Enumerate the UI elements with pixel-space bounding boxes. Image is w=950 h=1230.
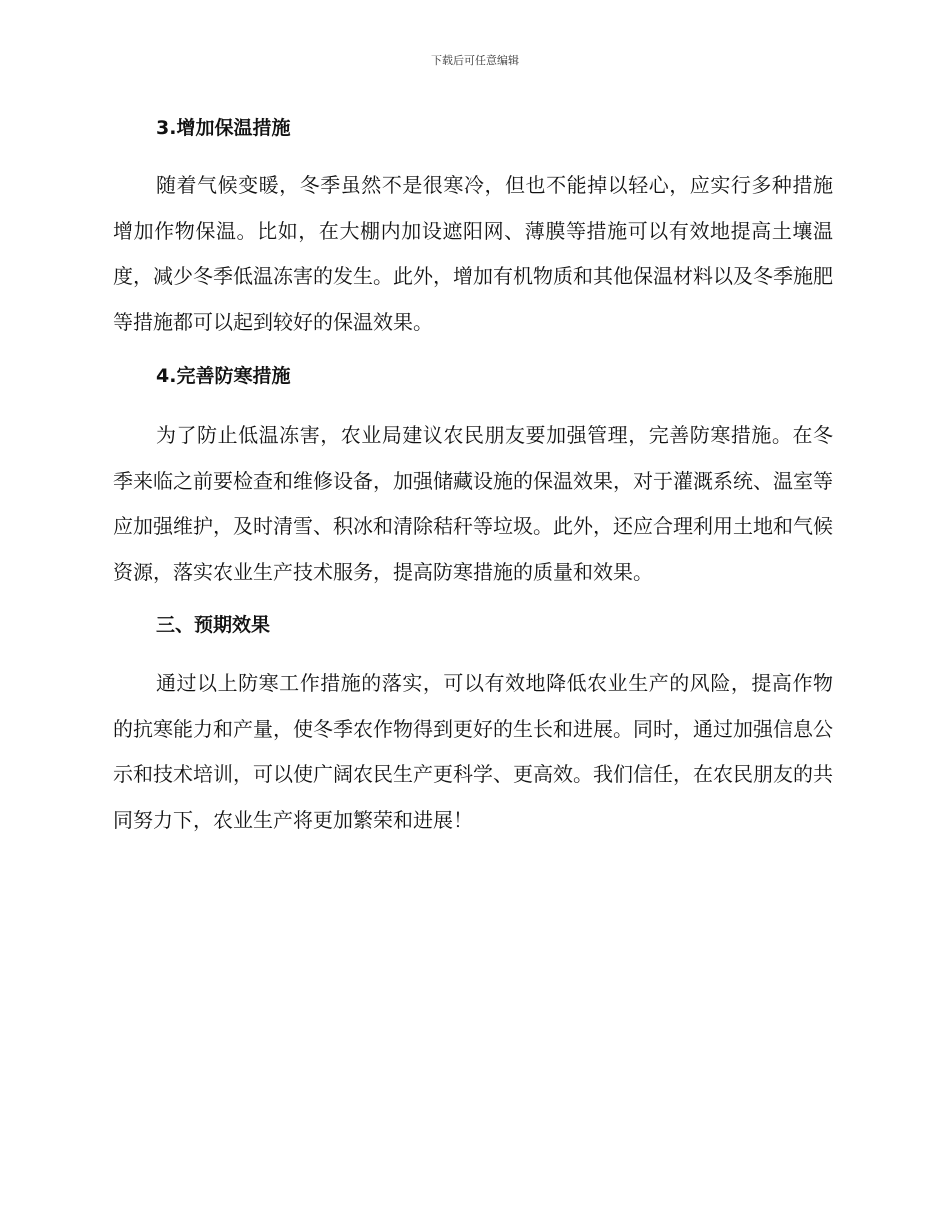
page-header: 下载后可任意编辑 xyxy=(431,54,519,67)
section-paragraph-insulation: 随着气候变暖，冬季虽然不是很寒冷，但也不能掉以轻心，应实行多种措施增加作物保温。比如，在大棚内加设遮阳网、薄膜等措施可以有效地提高土壤温度，减少冬季低温冻害的发生。此外，增加有机物质和其他保温材料以及冬季施肥等措施都可以起到较好的保温效果。 xyxy=(113,173,833,334)
section-heading-expected-results: 三、预期效果 xyxy=(156,614,271,636)
section-heading-cold-protection: 4.完善防寒措施 xyxy=(156,365,291,387)
document-body xyxy=(113,110,833,843)
section-heading-insulation: 3.增加保温措施 xyxy=(156,117,291,139)
section-paragraph-cold-protection: 为了防止低温冻害，农业局建议农民朋友要加强管理，完善防寒措施。在冬季来临之前要检查和维修设备，加强储藏设施的保温效果，对于灌溉系统、温室等应加强维护，及时清雪、积冰和清除秸秆等垃圾。此外，还应合理利用土地和气候资源，落实农业生产技术服务，提高防寒措施的质量和效果。 xyxy=(113,423,833,584)
section-paragraph-expected-results: 通过以上防寒工作措施的落实，可以有效地降低农业生产的风险，提高作物的抗寒能力和产量，使冬季农作物得到更好的生长和进展。同时，通过加强信息公示和技术培训，可以使广阔农民生产更科学、更高效。我们信任，在农民朋友的共同努力下，农业生产将更加繁荣和进展！ xyxy=(113,671,833,832)
